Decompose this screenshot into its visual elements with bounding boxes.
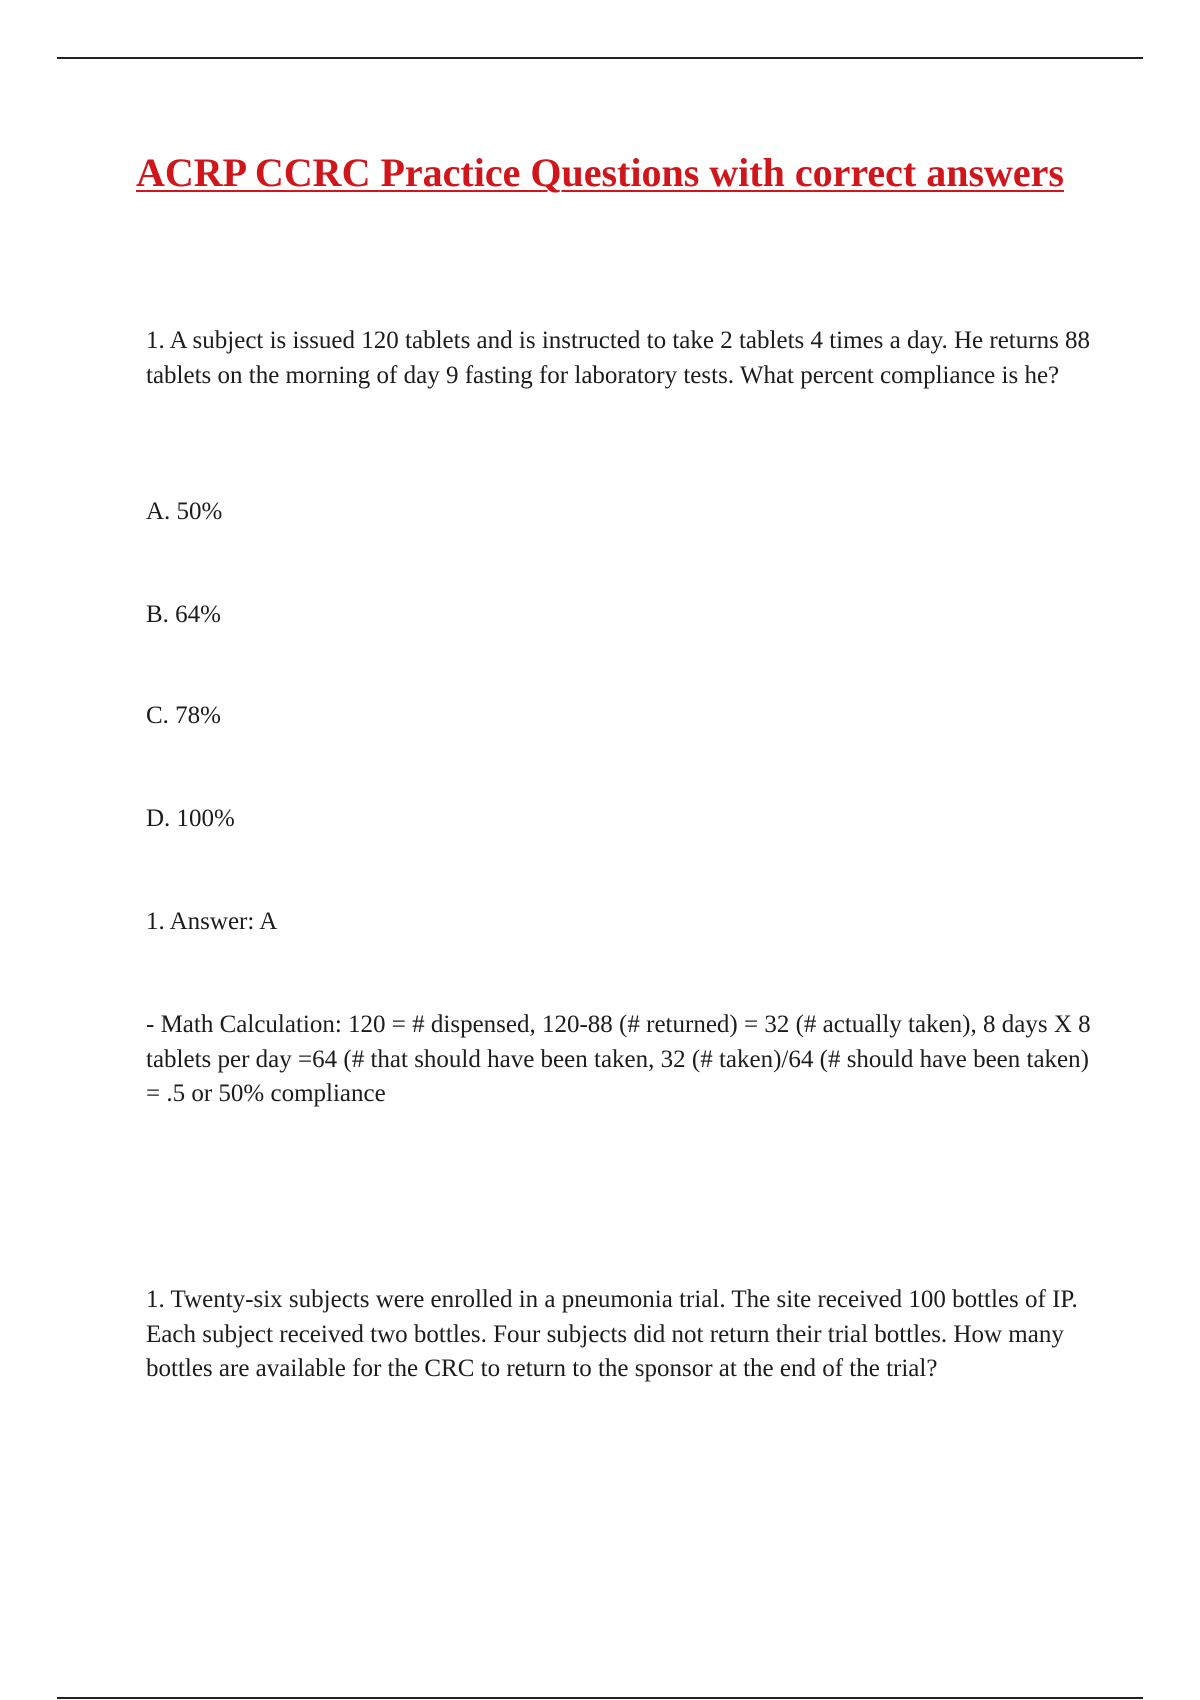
question-1-option-b: B. 64% xyxy=(146,601,221,628)
question-1-text: 1. A subject is issued 120 tablets and is instructed to take 2 tablets 4 times a day. He returns 88 tablets on the morning of day 9 fasting for laboratory tests. What percent compliance is he? xyxy=(146,327,1091,389)
question-1-answer: 1. Answer: A xyxy=(146,908,278,935)
question-1-option-c: C. 78% xyxy=(146,702,221,729)
question-1-option-d: D. 100% xyxy=(146,805,235,832)
bottom-divider xyxy=(57,1697,1143,1699)
document-title: ACRP CCRC Practice Questions with correct answers xyxy=(136,150,1064,195)
question-1-explanation: - Math Calculation: 120 = # dispensed, 120-88 (# returned) = 32 (# actually taken), 8 days X 8 tablets per day =64 (# that should have been taken, 32 (# taken)/64 (# should have been taken) = .5 or 50% compliance xyxy=(146,1011,1091,1107)
question-2-text: 1. Twenty-six subjects were enrolled in a pneumonia trial. The site received 100 bottles of IP. Each subject received two bottles. Four subjects did not return their trial bottles. How many bottles are available for the CRC to return to the sponsor at the end of the trial? xyxy=(146,1286,1078,1382)
top-divider xyxy=(57,57,1143,59)
question-1-option-a: A. 50% xyxy=(146,498,223,525)
